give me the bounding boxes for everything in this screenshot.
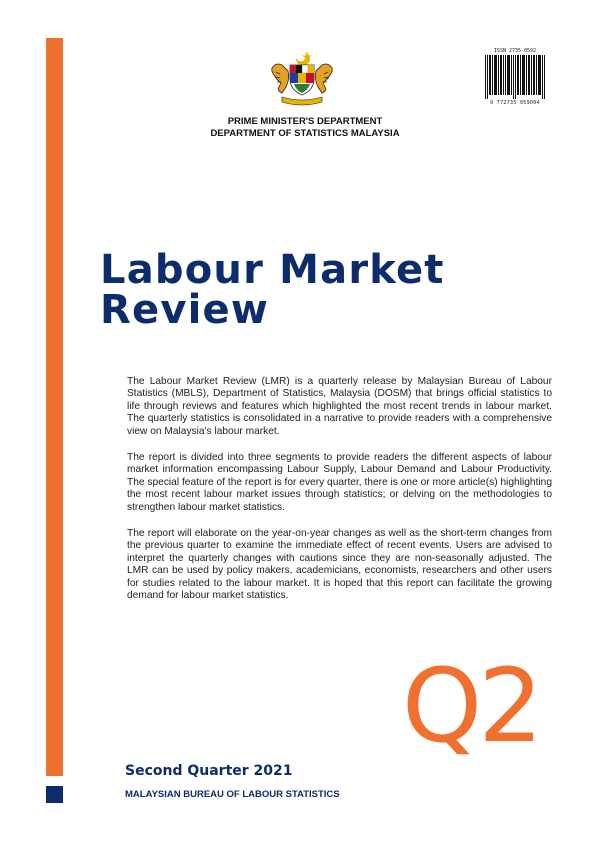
bureau-name: MALAYSIAN BUREAU OF LABOUR STATISTICS <box>125 789 340 800</box>
description-paragraph-3: The report will elaborate on the year-on-year changes as well as the short-term changes from the previous quarter to examine the immediate effect of recent events. Users are advised to interpret the quarterly changes with cautions since they are non-seasonally adjusted. The LMR can be used by policy makers, academicians, economists, researchers and other users for studies related to the labour market. It is hoped that this report can facilitate the growing demand for labour market statistics. <box>127 528 552 602</box>
description-paragraph-1: The Labour Market Review (LMR) is a quarterly release by Malaysian Bureau of Labour Statistics (MBLS), Department of Statistics, Malaysia (DOSM) that brings official statistics to life through reviews and features which highlighted the most recent trends in labour market. The quarterly statistics is consolidated in a narrative to provide readers with a comprehensive view on Malaysia's labour market. <box>127 376 552 437</box>
ministry-line-1: PRIME MINISTER'S DEPARTMENT <box>227 116 383 127</box>
orange-side-bar <box>46 38 63 776</box>
barcode-icon <box>485 55 545 99</box>
navy-square-marker <box>46 786 63 803</box>
malaysia-coat-of-arms-icon <box>266 48 338 108</box>
report-title <box>100 247 520 333</box>
ministry-heading <box>160 116 450 140</box>
quarter-label: Second Quarter 2021 <box>125 763 293 779</box>
issn-label: ISSN 2735-0592 <box>493 48 537 54</box>
report-title-line-1: Labour Market <box>100 247 445 293</box>
description-paragraph-2: The report is divided into three segments to provide readers the different aspects of labour market information encompassing Labour Supply, Labour Demand and Labour Productivity. The special feature of the report is for every quarter, there is one or more article(s) highlighting the most recent labour market issues through statistics; or delving on the methodologies to strengthen labour market statistics. <box>127 452 552 513</box>
report-description <box>127 376 552 617</box>
ministry-line-2: DEPARTMENT OF STATISTICS MALAYSIA <box>210 128 400 139</box>
issn-barcode <box>483 48 547 110</box>
report-title-line-2: Review <box>100 287 269 333</box>
quarter-code: Q2 <box>402 647 540 766</box>
barcode-number: 9 772735 059004 <box>490 100 540 106</box>
